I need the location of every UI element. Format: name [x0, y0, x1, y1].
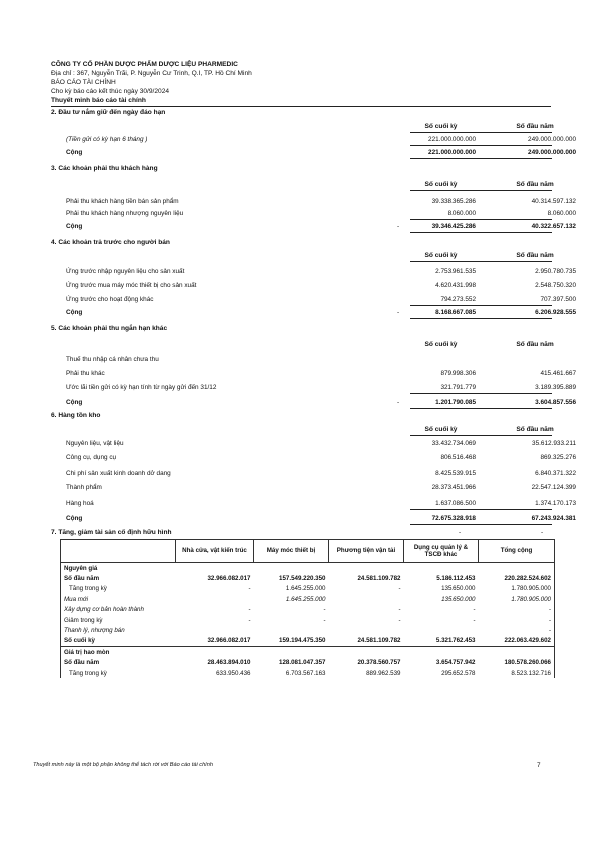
col-start-header: Số đầu năm [516, 252, 554, 259]
fa-row-label: Số đầu năm [61, 573, 176, 583]
s5-row-label: Phải thu khác [66, 370, 105, 377]
col-end-header: Số cuối kỳ [424, 426, 458, 433]
company-name: CÔNG TY CỔ PHẦN DƯỢC PHẨM DƯỢC LIỆU PHARMEDIC [51, 61, 238, 68]
table-row [61, 584, 555, 594]
fa-cell: 220.282.524.602 [479, 573, 555, 583]
fa-cell: 1.780.905.000 [479, 594, 555, 604]
col-end-header: Số cuối kỳ [424, 181, 458, 188]
table-row [61, 563, 555, 574]
fixed-assets-table [60, 539, 555, 678]
col-header-underline [410, 435, 552, 436]
fa-cell: - [479, 605, 555, 615]
fa-cell: - [398, 585, 401, 593]
s4-total-end: 8.168.667.085 [435, 309, 476, 316]
s3-row-label: Phải thu khách hàng nhượng nguyên liệu [66, 210, 184, 217]
fa-cell: 135.650.000 [441, 585, 476, 593]
fa-row-label: Xây dựng cơ bản hoàn thành [61, 605, 176, 615]
fa-cell: - [323, 616, 326, 624]
fa-cell: 24.581.109.782 [329, 636, 404, 647]
s6-row-label: Nguyên liệu, vật liệu [66, 440, 124, 447]
s5-row-end: 879.998.306 [440, 370, 476, 377]
col-start-header: Số đầu năm [516, 181, 554, 188]
fa-cell: - [398, 616, 401, 624]
fa-cell: 8.523.132.716 [479, 668, 555, 678]
fa-col-header: Máy móc thiết bị [254, 540, 329, 563]
fa-cell: 20.378.560.757 [357, 659, 401, 667]
section-2-title: 2. Đầu tư nắm giữ đến ngày đáo hạn [51, 109, 166, 116]
fa-cell: 157.549.220.350 [279, 575, 326, 583]
s4-row-start: 707.397.500 [540, 296, 576, 303]
fa-cell [329, 594, 404, 604]
subtotal-line [410, 305, 552, 306]
fa-col-header: Tổng cộng [479, 540, 555, 563]
s2-row-end: 221.000.000.000 [428, 136, 476, 143]
table-row [61, 615, 555, 625]
s4-row-start: 2.950.780.735 [535, 268, 576, 275]
section-4-title: 4. Các khoản trả trước cho người bán [51, 239, 170, 246]
fa-cell: 295.652.578 [441, 669, 476, 677]
fa-row-label: Số cuối kỳ [61, 636, 176, 647]
s5-total-end: 1.201.790.085 [435, 399, 476, 406]
report-title: BÁO CÁO TÀI CHÍNH [51, 79, 116, 86]
section-3-title: 3. Các khoản phải thu khách hàng [51, 165, 158, 172]
s4-dash: - [397, 309, 400, 316]
s6-row-label: Hàng hoá [66, 500, 94, 507]
s4-row-label: Ứng trước mua máy móc thiết bị cho sản xuất [66, 282, 197, 289]
fa-row-label: Giá trị hao mòn [61, 647, 176, 658]
fa-row-label: Thanh lý, nhượng bán [61, 625, 176, 635]
fa-cell [404, 625, 479, 635]
s5-row-label: Ước lãi tiền gửi có kỳ hạn tính từ ngày gửi đến 31/12 [66, 384, 217, 391]
section-7-title: 7. Tăng, giảm tài sản cố định hữu hình [51, 529, 172, 536]
s6-total-start: 67.243.924.381 [531, 515, 576, 522]
s7-dash-start: - [541, 529, 544, 536]
s2-row-label: (Tiền gửi có kỳ hạn 6 tháng ) [66, 136, 148, 143]
fa-row-label: Nguyên giá [61, 563, 176, 574]
s3-row-end: 39.338.365.286 [431, 198, 476, 205]
fa-row-label: Mua mới [61, 594, 176, 604]
s5-row-label: Thuế thu nhập cá nhân chưa thu [66, 356, 159, 363]
footer-note: Thuyết minh này là một bộ phận không thể tách rời với Báo cáo tài chính [33, 762, 213, 768]
fa-cell: - [248, 585, 251, 593]
fa-cell: 32.966.082.017 [176, 636, 254, 647]
total-line [410, 408, 552, 409]
s6-row-end: 28.373.451.966 [431, 484, 476, 491]
subtotal-line [410, 509, 552, 510]
s4-row-end: 2.753.961.535 [435, 268, 476, 275]
fa-cell: - [473, 616, 476, 624]
fa-cell [254, 625, 329, 635]
table-row [61, 594, 555, 604]
fa-col-header: Phương tiện vận tải [329, 540, 404, 563]
table-row [61, 573, 555, 583]
s3-total-end: 39.346.425.286 [431, 223, 476, 230]
s5-row-start: 415.461.667 [540, 370, 576, 377]
fa-cell: 135.650.000 [441, 595, 476, 603]
col-end-header: Số cuối kỳ [424, 252, 458, 259]
fa-cell: 889.962.539 [366, 669, 401, 677]
table-row [61, 647, 555, 658]
s6-total-end: 72.675.328.918 [431, 515, 476, 522]
notes-title: Thuyết minh báo cáo tài chính [51, 97, 146, 104]
s4-row-start: 2.548.750.320 [535, 282, 576, 289]
s3-row-start: 8.060.000 [547, 210, 576, 217]
s4-total-start: 6.206.928.555 [535, 309, 576, 316]
s6-row-start: 22.547.124.399 [531, 484, 576, 491]
fa-cell [176, 625, 254, 635]
fa-cell: 24.581.109.782 [357, 575, 401, 583]
s5-total-start: 3.604.857.556 [535, 399, 576, 406]
s4-total-label: Cộng [66, 309, 83, 316]
section-5-title: 5. Các khoản phải thu ngắn hạn khác [51, 325, 168, 332]
s5-total-label: Cộng [66, 399, 83, 406]
total-line [410, 158, 552, 159]
s7-dash-end: - [459, 529, 462, 536]
s2-total-label: Cộng [66, 149, 83, 156]
s2-total-end: 221.000.000.000 [428, 149, 476, 156]
s4-row-end: 794.273.552 [440, 296, 476, 303]
fa-corner-cell [61, 540, 176, 563]
fa-cell: - [473, 606, 476, 614]
col-start-header: Số đầu năm [516, 123, 554, 130]
s4-row-label: Ứng trước nhập nguyên liệu cho sản xuất [66, 268, 185, 275]
fa-cell: 6.703.567.163 [285, 669, 326, 677]
col-header-underline [410, 261, 552, 262]
s3-row-start: 40.314.597.132 [531, 198, 576, 205]
s6-row-label: Thành phẩm [66, 484, 102, 491]
fa-cell: 1.780.905.000 [479, 584, 555, 594]
s3-dash: - [397, 223, 400, 230]
s6-row-label: Chi phí sản xuất kinh doanh dở dang [66, 470, 171, 477]
fa-cell: - [398, 606, 401, 614]
s6-row-end: 1.637.086.500 [435, 500, 476, 507]
total-line [410, 318, 552, 319]
fa-row-label: Tăng trong kỳ [61, 584, 176, 594]
subtotal-line [410, 145, 552, 146]
fa-cell: 5.321.762.453 [404, 636, 479, 647]
fa-cell: 633.950.436 [216, 669, 251, 677]
fa-cell: 180.578.260.066 [479, 658, 555, 668]
subtotal-line [410, 219, 552, 220]
subtotal-line [410, 393, 552, 394]
fa-cell: - [479, 615, 555, 625]
s6-total-label: Cộng [66, 515, 83, 522]
col-end-header: Số cuối kỳ [424, 341, 458, 348]
s2-row-start: 249.000.000.000 [528, 136, 576, 143]
s6-row-label: Công cụ, dụng cụ [66, 454, 117, 461]
header-divider [51, 106, 551, 107]
total-line [410, 524, 552, 525]
fa-cell: - [479, 625, 555, 635]
table-row [61, 668, 555, 678]
page-number: 7 [537, 762, 541, 769]
fa-col-header: Nhà cửa, vật kiến trúc [176, 540, 254, 563]
table-row [61, 625, 555, 635]
total-line [410, 232, 552, 233]
s6-row-start: 35.612.933.211 [532, 440, 576, 447]
s3-row-label: Phải thu khách hàng tiền bán sản phẩm [66, 198, 179, 205]
s4-row-label: Ứng trước cho hoạt động khác [66, 296, 154, 303]
fa-row-label: Số đầu năm [61, 658, 176, 668]
fa-cell [329, 625, 404, 635]
table-row [61, 658, 555, 668]
s5-row-start: 3.189.395.889 [535, 384, 576, 391]
s6-row-end: 8.425.539.915 [435, 470, 476, 477]
fa-cell: 32.966.082.017 [207, 575, 251, 583]
fa-cell: 1.645.255.000 [285, 595, 326, 603]
fa-cell: 128.081.047.357 [279, 659, 326, 667]
fa-cell: 159.194.475.350 [254, 636, 329, 647]
fa-cell: 222.063.429.602 [479, 636, 555, 647]
fa-row-label: Giảm trong kỳ [61, 615, 176, 625]
fa-cell: 1.645.255.000 [285, 585, 326, 593]
s6-row-start: 1.374.170.173 [535, 500, 576, 507]
s4-row-end: 4.620.431.998 [435, 282, 476, 289]
s6-row-start: 6.840.371.322 [535, 470, 576, 477]
s3-row-end: 8.060.000 [447, 210, 476, 217]
section-6-title: 6. Hàng tồn kho [51, 412, 101, 419]
s5-row-end: 321.791.779 [440, 384, 476, 391]
fa-col-header: Dụng cụ quản lý & TSCĐ khác [404, 540, 479, 563]
table-row [61, 605, 555, 615]
col-end-header: Số cuối kỳ [424, 123, 458, 130]
fa-cell: 28.463.894.010 [207, 659, 251, 667]
col-start-header: Số đầu năm [516, 341, 554, 348]
fa-cell: - [323, 606, 326, 614]
report-period: Cho kỳ báo cáo kết thúc ngày 30/9/2024 [51, 88, 170, 95]
table-row [61, 636, 555, 647]
fa-cell: 3.654.757.942 [435, 659, 476, 667]
fa-cell: - [248, 616, 251, 624]
col-header-underline [410, 132, 552, 133]
fa-cell: 5.186.112.453 [436, 575, 476, 583]
s5-dash: - [397, 399, 400, 406]
s2-total-start: 249.000.000.000 [528, 149, 576, 156]
fa-cell [176, 594, 254, 604]
s3-total-label: Cộng [66, 223, 83, 230]
col-start-header: Số đầu năm [516, 426, 554, 433]
fa-row-label: Tăng trong kỳ [61, 668, 176, 678]
s6-row-start: 869.325.276 [540, 454, 576, 461]
s6-row-end: 806.516.468 [440, 454, 476, 461]
col-header-underline [410, 190, 552, 191]
s3-total-start: 40.322.657.132 [531, 223, 576, 230]
s6-row-end: 33.432.734.069 [431, 440, 476, 447]
fa-cell: - [248, 606, 251, 614]
company-address: Địa chỉ : 367, Nguyễn Trãi, P. Nguyễn Cư Trinh, Q.I, TP. Hồ Chí Minh [51, 70, 252, 77]
